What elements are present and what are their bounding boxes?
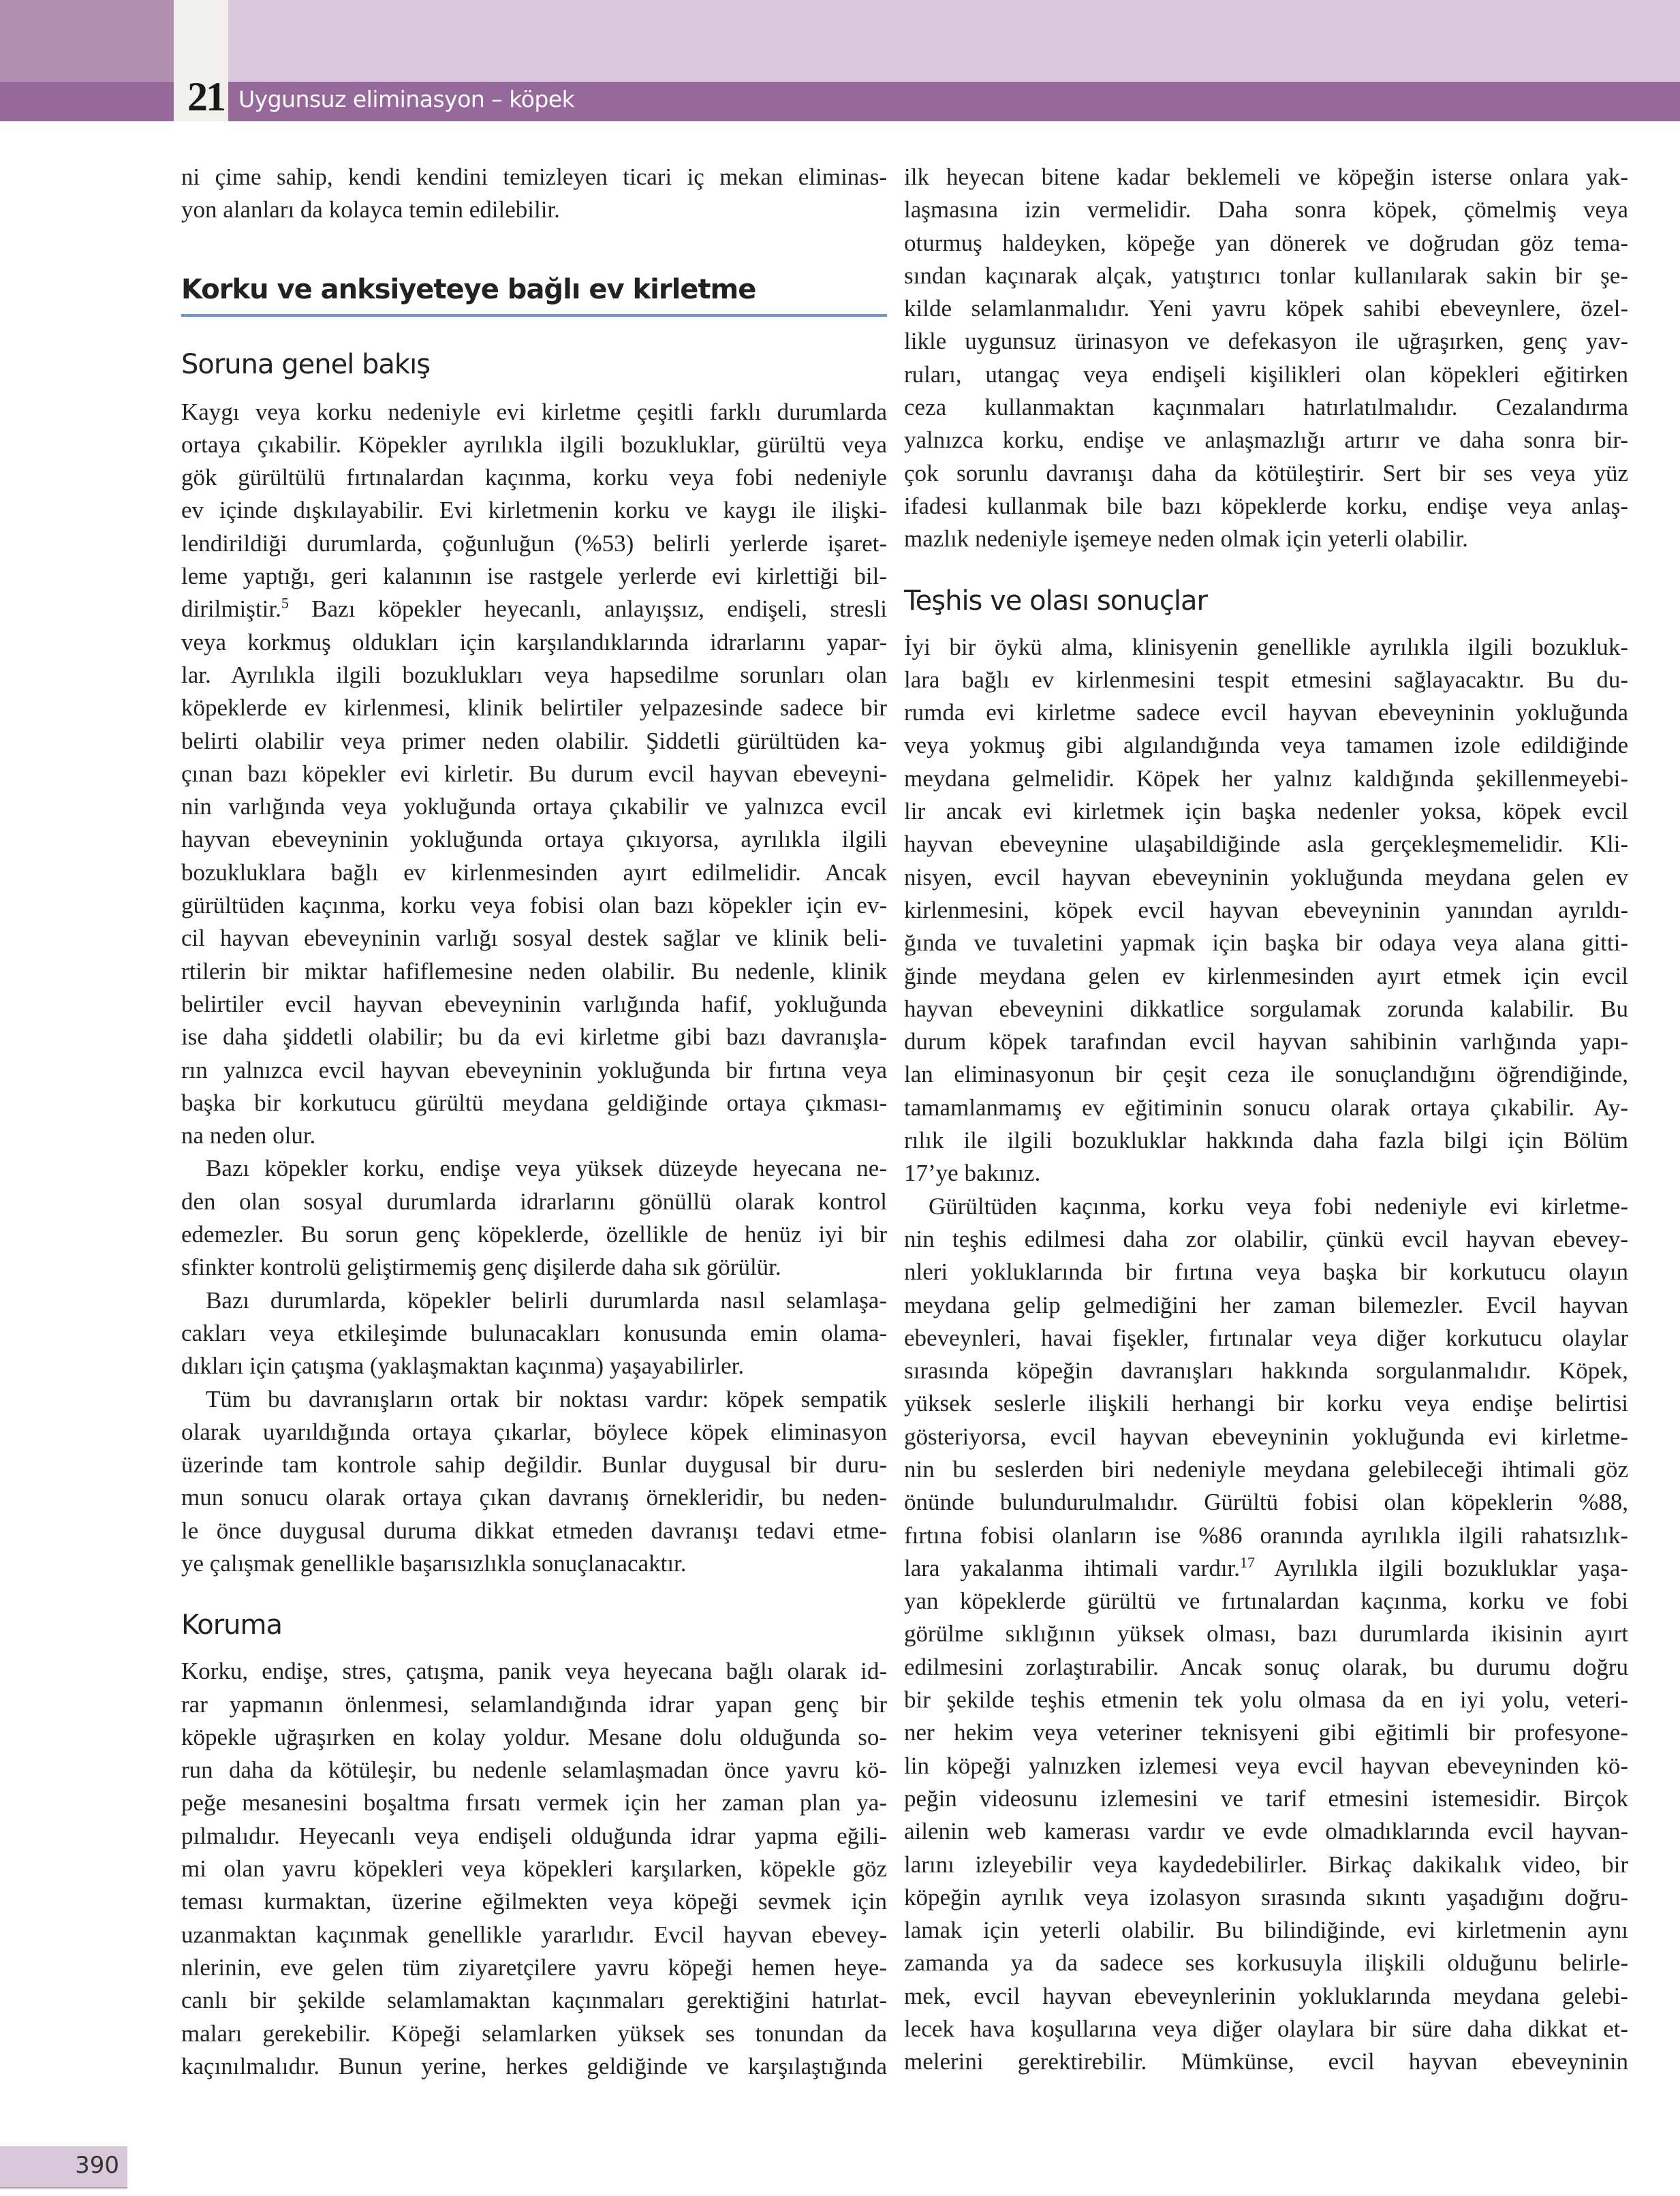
text-line: cakları veya etkileşimde bulunacakları konusunda emin olama- [181, 1319, 887, 1346]
paragraph [181, 1383, 887, 1581]
text-line: peğin videosunu izlemesini ve tarif etmesini istemesidir. Birçok [904, 1784, 1628, 1812]
text-line: veya korkmuş oldukları için karşılandıklarında idrarlarını yapar- [181, 628, 887, 655]
text-line: nin varlığında veya yokluğunda ortaya çıkabilir ve yalnızca evcil [181, 793, 887, 820]
text-line: bozukluklara bağlı ev kirlenmesinden ayırt edilmelidir. Ancak [181, 859, 887, 886]
text-line: nin bu seslerden biri nedeniyle meydana gelebileceği ihtimali göz [904, 1455, 1628, 1483]
text-line: yan köpeklerde gürültü ve fırtınalardan kaçınma, korku ve fobi [904, 1588, 1628, 1615]
text-line: ni çime sahip, kendi kendini temizleyen ticari iç mekan eliminas- [181, 164, 887, 190]
text-line: le önce duygusal duruma dikkat etmeden davranışı tedavi etme- [181, 1517, 887, 1544]
text-line: laşmasına izin vermelidir. Daha sonra köpek, çömelmiş veya [904, 196, 1628, 223]
text-line: lamak için yeterli olabilir. Bu bilindiğinde, evi kirletmenin aynı [904, 1917, 1628, 1944]
text-line: lara bağlı ev kirlenmesini tespit etmesini sağlayacaktır. Bu du- [904, 666, 1628, 693]
text-line: cil hayvan ebeveyninin varlığı sosyal destek sağlar ve klinik beli- [181, 925, 887, 952]
text-line: sfinkter kontrolü geliştirmemiş genç dişilerde daha sık görülür. [181, 1254, 781, 1281]
text-span: Bazı köpekler heyecanlı, anlayışsız, endişeli, stresli [288, 596, 887, 623]
text-line: İyi bir öykü alma, klinisyenin genellikle ayrılıkla ilgili bozukluk- [904, 633, 1628, 660]
text-line: yalnızca korku, endişe ve anlaşmazlığı artırır ve daha sonra bir- [904, 427, 1628, 454]
text-line: ğinde meydana gelen ev kirlenmesinden ayırt etmek için evcil [904, 962, 1628, 989]
text-line: leme yaptığı, geri kalanının ise rastgele yerlerde evi kirlettiği bil- [181, 563, 887, 590]
text-line: mi olan yavru köpekleri veya köpekleri karşılarken, köpekle göz [181, 1855, 887, 1883]
text-line: tamamlanmamış ev eğitiminin sonucu olarak ortaya çıkabilir. Ay- [904, 1094, 1628, 1121]
text-line: den olan sosyal durumlarda idrarlarını gönüllü olarak kontrol [181, 1188, 887, 1215]
text-span: lara yakalanma ihtimali vardır. [904, 1554, 1241, 1581]
text-line: teması kurmaktan, üzerine eğilmekten veya köpeği sevmek için [181, 1888, 887, 1915]
text-line: hayvan ebeveynini dikkatlice sorgulamak zorunda kalabilir. Bu [904, 995, 1628, 1022]
text-line: nleri yokluklarında bir fırtına veya başka bir korkutucu olayın [904, 1258, 1628, 1286]
text-line: rın yalnızca evcil hayvan ebeveyninin yokluğunda bir fırtına veya [181, 1056, 887, 1083]
citation-ref: 17 [1240, 1553, 1256, 1571]
text-line: mun sonucu olarak ortaya çıkan davranış örnekleridir, bu neden- [181, 1484, 887, 1511]
protection-heading: Koruma [181, 1609, 282, 1641]
text-line: rar yapmanın önlenmesi, selamlandığında idrar yapan genç bir [181, 1690, 887, 1718]
intro-paragraph [181, 161, 887, 227]
text-line: köpekle uğraşırken en kolay yoldur. Mesane dolu olduğunda so- [181, 1723, 887, 1750]
section-title: Korku ve anksiyeteye bağlı ev kirletme [181, 273, 756, 305]
text-line: Bazı köpekler korku, endişe veya yüksek düzeyde heyecana ne- [206, 1155, 887, 1182]
left-column [181, 161, 887, 2083]
text-line: Kaygı veya korku nedeniyle evi kirletme çeşitli farklı durumlarda [181, 398, 887, 425]
diagnosis-heading: Teşhis ve olası sonuçlar [904, 585, 1207, 617]
text-line: Gürültüden kaçınma, korku veya fobi nedeniyle evi kirletme- [929, 1192, 1628, 1220]
text-line: ye çalışmak genellikle başarısızlıkla sonuçlanacaktır. [181, 1549, 687, 1577]
text-line: hayvan ebeveyninin yokluğunda ortaya çıkıyorsa, ayrılıkla ilgili [181, 826, 887, 853]
text-line: kilde selamlanmalıdır. Yeni yavru köpek sahibi ebeveynlere, özel- [904, 295, 1628, 322]
text-line: görülme sıklığının yüksek olması, bazı durumlarda ikisinin ayırt [904, 1620, 1628, 1648]
text-line: yon alanları da kolayca temin edilebilir. [181, 196, 560, 223]
text-line: ise daha şiddetli olabilir; bu da evi kirletme gibi bazı davranışla- [181, 1023, 887, 1051]
text-line: ruları, utangaç veya endişeli kişilikleri olan köpekleri eğitirken [904, 360, 1628, 388]
text-line: kaçınılmalıdır. Bunun yerine, herkes geldiğinde ve karşılaştığında [181, 2052, 887, 2079]
text-line: Tüm bu davranışların ortak bir noktası vardır: köpek sempatik [206, 1385, 887, 1412]
text-span: Ayrılıkla ilgili bozukluklar yaşa- [1255, 1554, 1628, 1581]
page-number: 390 [75, 2152, 119, 2179]
text-line: larını izleyebilir veya kaydedebilirler. Birkaç dakikalık video, bir [904, 1851, 1628, 1878]
text-line: yüksek seslerle ilişkili herhangi bir korku veya endişe belirtisi [904, 1390, 1628, 1417]
text-line: edilmesini zorlaştırabilir. Ancak sonuç olarak, bu durumu doğru [904, 1653, 1628, 1680]
text-line [181, 593, 887, 625]
text-line: lan eliminasyonun bir çeşit ceza ile sonuçlandığını öğrendiğinde, [904, 1061, 1628, 1088]
text-line: rtilerin bir miktar hafiflemesine neden olabilir. Bu nedenle, klinik [181, 957, 887, 985]
text-line: nisyen, evcil hayvan ebeveyninin yokluğunda meydana gelen ev [904, 863, 1628, 891]
text-line: ortaya çıkabilir. Köpekler ayrılıkla ilgili bozukluklar, gürültü veya [181, 431, 887, 458]
paragraph [181, 1152, 887, 1284]
overview-paragraph [181, 396, 887, 1153]
header-top-band [0, 0, 1680, 82]
text-line: fırtına fobisi olanların ise %86 oranında ayrılıkla ilgili rahatsızlık- [904, 1521, 1628, 1549]
text-line: likle uygunsuz ürinasyon ve defekasyon ile uğraşırken, genç yav- [904, 328, 1628, 355]
diagnosis-paragraph [904, 631, 1628, 1190]
text-line: ebeveynleri, havai fişekler, fırtınalar veya diğer korkutucu olaylar [904, 1324, 1628, 1351]
text-line: ilk heyecan bitene kadar beklemeli ve köpeğin isterse onlara yak- [904, 164, 1628, 190]
text-line: uzanmaktan kaçınmak genellikle yararlıdır. Evcil hayvan ebevey- [181, 1921, 887, 1948]
text-line: çok sorunlu davranışı daha da kötüleştirir. Sert bir ses veya yüz [904, 459, 1628, 486]
text-line: Korku, endişe, stres, çatışma, panik veya heyecana bağlı olarak id- [181, 1658, 887, 1685]
text-line: lin köpeği yalnızken izlemesi veya evcil hayvan ebeveyninden kö- [904, 1752, 1628, 1779]
text-line: rumda evi kirletme sadece evcil hayvan ebeveyninin yokluğunda [904, 699, 1628, 726]
continued-paragraph [904, 161, 1628, 556]
chapter-number: 21 [187, 74, 224, 119]
text-line [904, 1552, 1628, 1585]
text-line: meydana gelip gelmediğini her zaman bilemezler. Evcil hayvan [904, 1291, 1628, 1318]
text-line: na neden olur. [181, 1122, 316, 1149]
text-line: melerini gerektirebilir. Mümkünse, evcil hayvan ebeveyninin [904, 2048, 1628, 2075]
paragraph [904, 1190, 1628, 2079]
text-line: belirtiler evcil hayvan ebeveyninin varlığında hafif, yokluğunda [181, 990, 887, 1017]
text-line: zamanda ya da sadece ses korkusuyla ilişkili olduğunu belirle- [904, 1949, 1628, 1977]
text-line: sırasında köpeğin davranışları hakkında sorgulanmalıdır. Köpek, [904, 1357, 1628, 1385]
text-line: ner hekim veya veteriner teknisyeni gibi eğitimli bir profesyone- [904, 1719, 1628, 1746]
text-line: önünde bulundurulmalıdır. Gürültü fobisi olan köpeklerin %88, [904, 1489, 1628, 1516]
text-line: rılık ile ilgili bozukluklar hakkında daha fazla bilgi için Bölüm [904, 1127, 1628, 1154]
text-line: 17’ye bakınız. [904, 1160, 1041, 1187]
text-line: köpeğin ayrılık veya izolasyon sırasında sıkıntı yaşadığını doğru- [904, 1883, 1628, 1911]
text-line: ğında ve tuvaletini yapmak için başka bir odaya veya alana gitti- [904, 929, 1628, 957]
text-line: lendirildiği durumlarda, çoğunluğun (%53) belirli yerlerde işaret- [181, 529, 887, 557]
text-line: dıkları için çatışma (yaklaşmaktan kaçınma) yaşayabilirler. [181, 1352, 745, 1380]
text-line: çınan bazı köpekler evi kirletir. Bu durum evcil hayvan ebeveyni- [181, 760, 887, 787]
chapter-title: Uygunsuz eliminasyon – köpek [238, 86, 575, 112]
text-line: pılmalıdır. Heyecanlı veya endişeli olduğunda idrar yapma eğili- [181, 1822, 887, 1849]
page-footer-band [0, 2146, 127, 2189]
text-line: edemezler. Bu sorun genç köpeklerde, özellikle de henüz iyi bir [181, 1221, 887, 1248]
text-line: nlerinin, eve gelen tüm ziyaretçilere yavru köpeği hemen heye- [181, 1953, 887, 1981]
text-line: olarak uyarıldığında ortaya çıkarlar, böylece köpek eliminasyon [181, 1418, 887, 1445]
text-line: başka bir korkutucu gürültü meydana geldiğinde ortaya çıkması- [181, 1089, 887, 1116]
text-line: ifadesi kullanmak bile bazı köpeklerde korku, endişe veya anlaş- [904, 492, 1628, 519]
text-line: Bazı durumlarda, köpekler belirli durumlarda nasıl selamlaşa- [206, 1286, 887, 1314]
text-line: veya yokmuş gibi algılandığında veya tamamen izole edildiğinde [904, 732, 1628, 759]
text-line: mek, evcil hayvan ebeveynlerinin yokluklarında meydana gelebi- [904, 1982, 1628, 2009]
text-line: belirti olabilir veya primer neden olabilir. Şiddetli gürültüden ka- [181, 727, 887, 754]
text-line: gösteriyorsa, evcil hayvan ebeveyninin yokluğunda evi kirletme- [904, 1423, 1628, 1450]
text-line: köpeklerde ev kirlenmesi, klinik belirtiler yelpazesinde sadece bir [181, 694, 887, 722]
text-line: durum köpek tarafından evcil hayvan sahibinin varlığında yapı- [904, 1028, 1628, 1055]
text-line: lecek hava koşullarına veya diğer olaylara bir süre daha dikkat et- [904, 2015, 1628, 2043]
text-line: maları gerekebilir. Köpeği selamlarken yüksek ses tonundan da [181, 2020, 887, 2047]
paragraph [181, 1284, 887, 1383]
text-line: canlı bir şekilde selamlamaktan kaçınmaları gerektiğini hatırlat- [181, 1987, 887, 2014]
text-line: sından kaçınarak alçak, yatıştırıcı tonlar kullanılarak sakin bir şe- [904, 262, 1628, 289]
citation-ref: 5 [281, 594, 289, 612]
right-column [904, 161, 1628, 2079]
text-span: dirilmiştir. [181, 596, 281, 623]
text-line: ailenin web kamerası vardır ve evde olmadıklarında evcil hayvan- [904, 1818, 1628, 1845]
text-line: run daha da kötüleşir, bu nedenle selamlaşmadan önce yavru kö- [181, 1757, 887, 1784]
text-line: ev içinde dışkılayabilir. Evi kirletmenin korku ve kaygı ile ilişki- [181, 497, 887, 524]
text-line: oturmuş haldeyken, köpeğe yan dönerek ve doğrudan göz tema- [904, 229, 1628, 256]
header-left-block [0, 0, 174, 82]
text-line: bir şekilde teşhis etmenin tek yolu olmasa da en iyi yolu, veteri- [904, 1686, 1628, 1714]
text-line: üzerinde tam kontrole sahip değildir. Bunlar duygusal bir duru- [181, 1451, 887, 1479]
text-line: lir ancak evi kirletmek için başka nedenler yoksa, köpek evcil [904, 798, 1628, 825]
text-line: gürültüden kaçınma, korku veya fobisi olan bazı köpekler için ev- [181, 892, 887, 919]
text-line: ceza kullanmaktan kaçınmaları hatırlatılmalıdır. Cezalandırma [904, 394, 1628, 421]
text-line: lar. Ayrılıkla ilgili bozuklukları veya hapsedilme sorunları olan [181, 661, 887, 688]
text-line: kirlenmesini, köpek evcil hayvan ebeveyninin yanından ayrıldı- [904, 896, 1628, 923]
text-line: peğe mesanesini boşaltma fırsatı vermek için her zaman plan ya- [181, 1789, 887, 1816]
overview-heading: Soruna genel bakış [181, 348, 431, 380]
protection-paragraph [181, 1655, 887, 2083]
text-line: meydana gelmelidir. Köpek her yalnız kaldığında şekillenmeyebi- [904, 764, 1628, 792]
text-line: gök gürültülü fırtınalardan kaçınma, korku veya fobi nedeniyle [181, 464, 887, 491]
text-line: mazlık nedeniyle işemeye neden olmak için yeterli olabilir. [904, 525, 1469, 553]
text-line: nin teşhis edilmesi daha zor olabilir, çünkü evcil hayvan ebevey- [904, 1225, 1628, 1252]
text-line: hayvan ebeveynine ulaşabildiğinde asla gerçekleşmemelidir. Kli- [904, 831, 1628, 858]
